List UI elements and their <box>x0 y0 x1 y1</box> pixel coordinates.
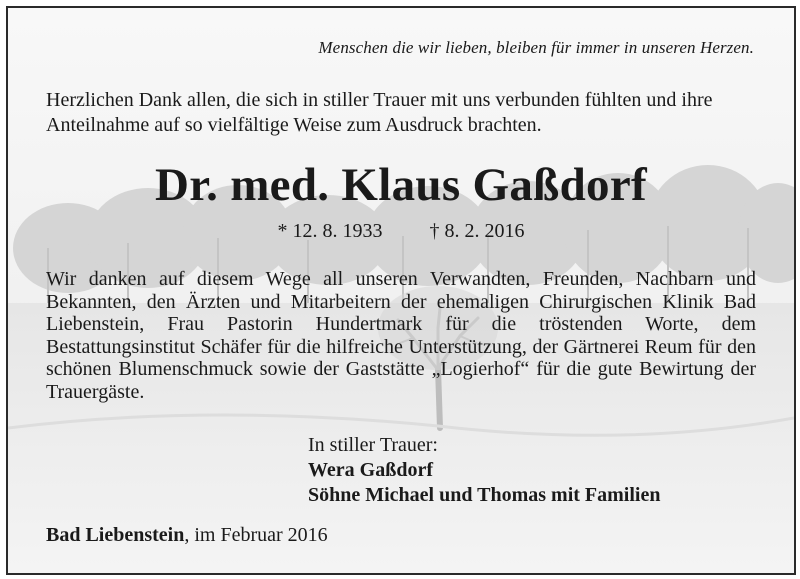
thanks-intro: Herzlichen Dank allen, die sich in stiller Trauer mit uns verbunden fühlten und ihre Anteilnahme auf so vielfältige Weise zum Ausdruck brachten. <box>46 89 713 136</box>
date: , im Februar 2016 <box>184 524 328 546</box>
life-dates <box>8 220 794 243</box>
deceased-name: Dr. med. Klaus Gaßdorf <box>155 159 647 211</box>
mourner-name: Wera Gaßdorf <box>308 459 433 481</box>
mourning-intro: In stiller Trauer: <box>308 434 438 456</box>
motto: Menschen die wir lieben, bleiben für immer in unseren Herzen. <box>318 38 754 57</box>
death-date: † 8. 2. 2016 <box>429 220 525 242</box>
birth-date: * 12. 8. 1933 <box>277 220 383 242</box>
acknowledgement-paragraph: Wir danken auf diesem Wege all unseren Verwandten, Freunden, Nachbarn und Bekannten, den Ärzten und Mitarbeitern der ehemaligen Chirurgischen Klinik Bad Liebenstein, Frau Pastorin Hundertmark für die tröstenden Worte, dem Bestattungsinstitut Schäfer für die hilfreiche Unterstützung, der Gärtnerei Reum für den schönen Blumenschmuck sowie der Gaststätte „Logierhof“ für die gute Bewirtung der Trauergäste. <box>46 268 756 403</box>
place-date <box>46 524 328 547</box>
obituary-card <box>6 6 796 575</box>
place: Bad Liebenstein <box>46 524 185 546</box>
mourner-family: Söhne Michael und Thomas mit Familien <box>308 484 661 506</box>
mourning-block <box>308 433 660 508</box>
